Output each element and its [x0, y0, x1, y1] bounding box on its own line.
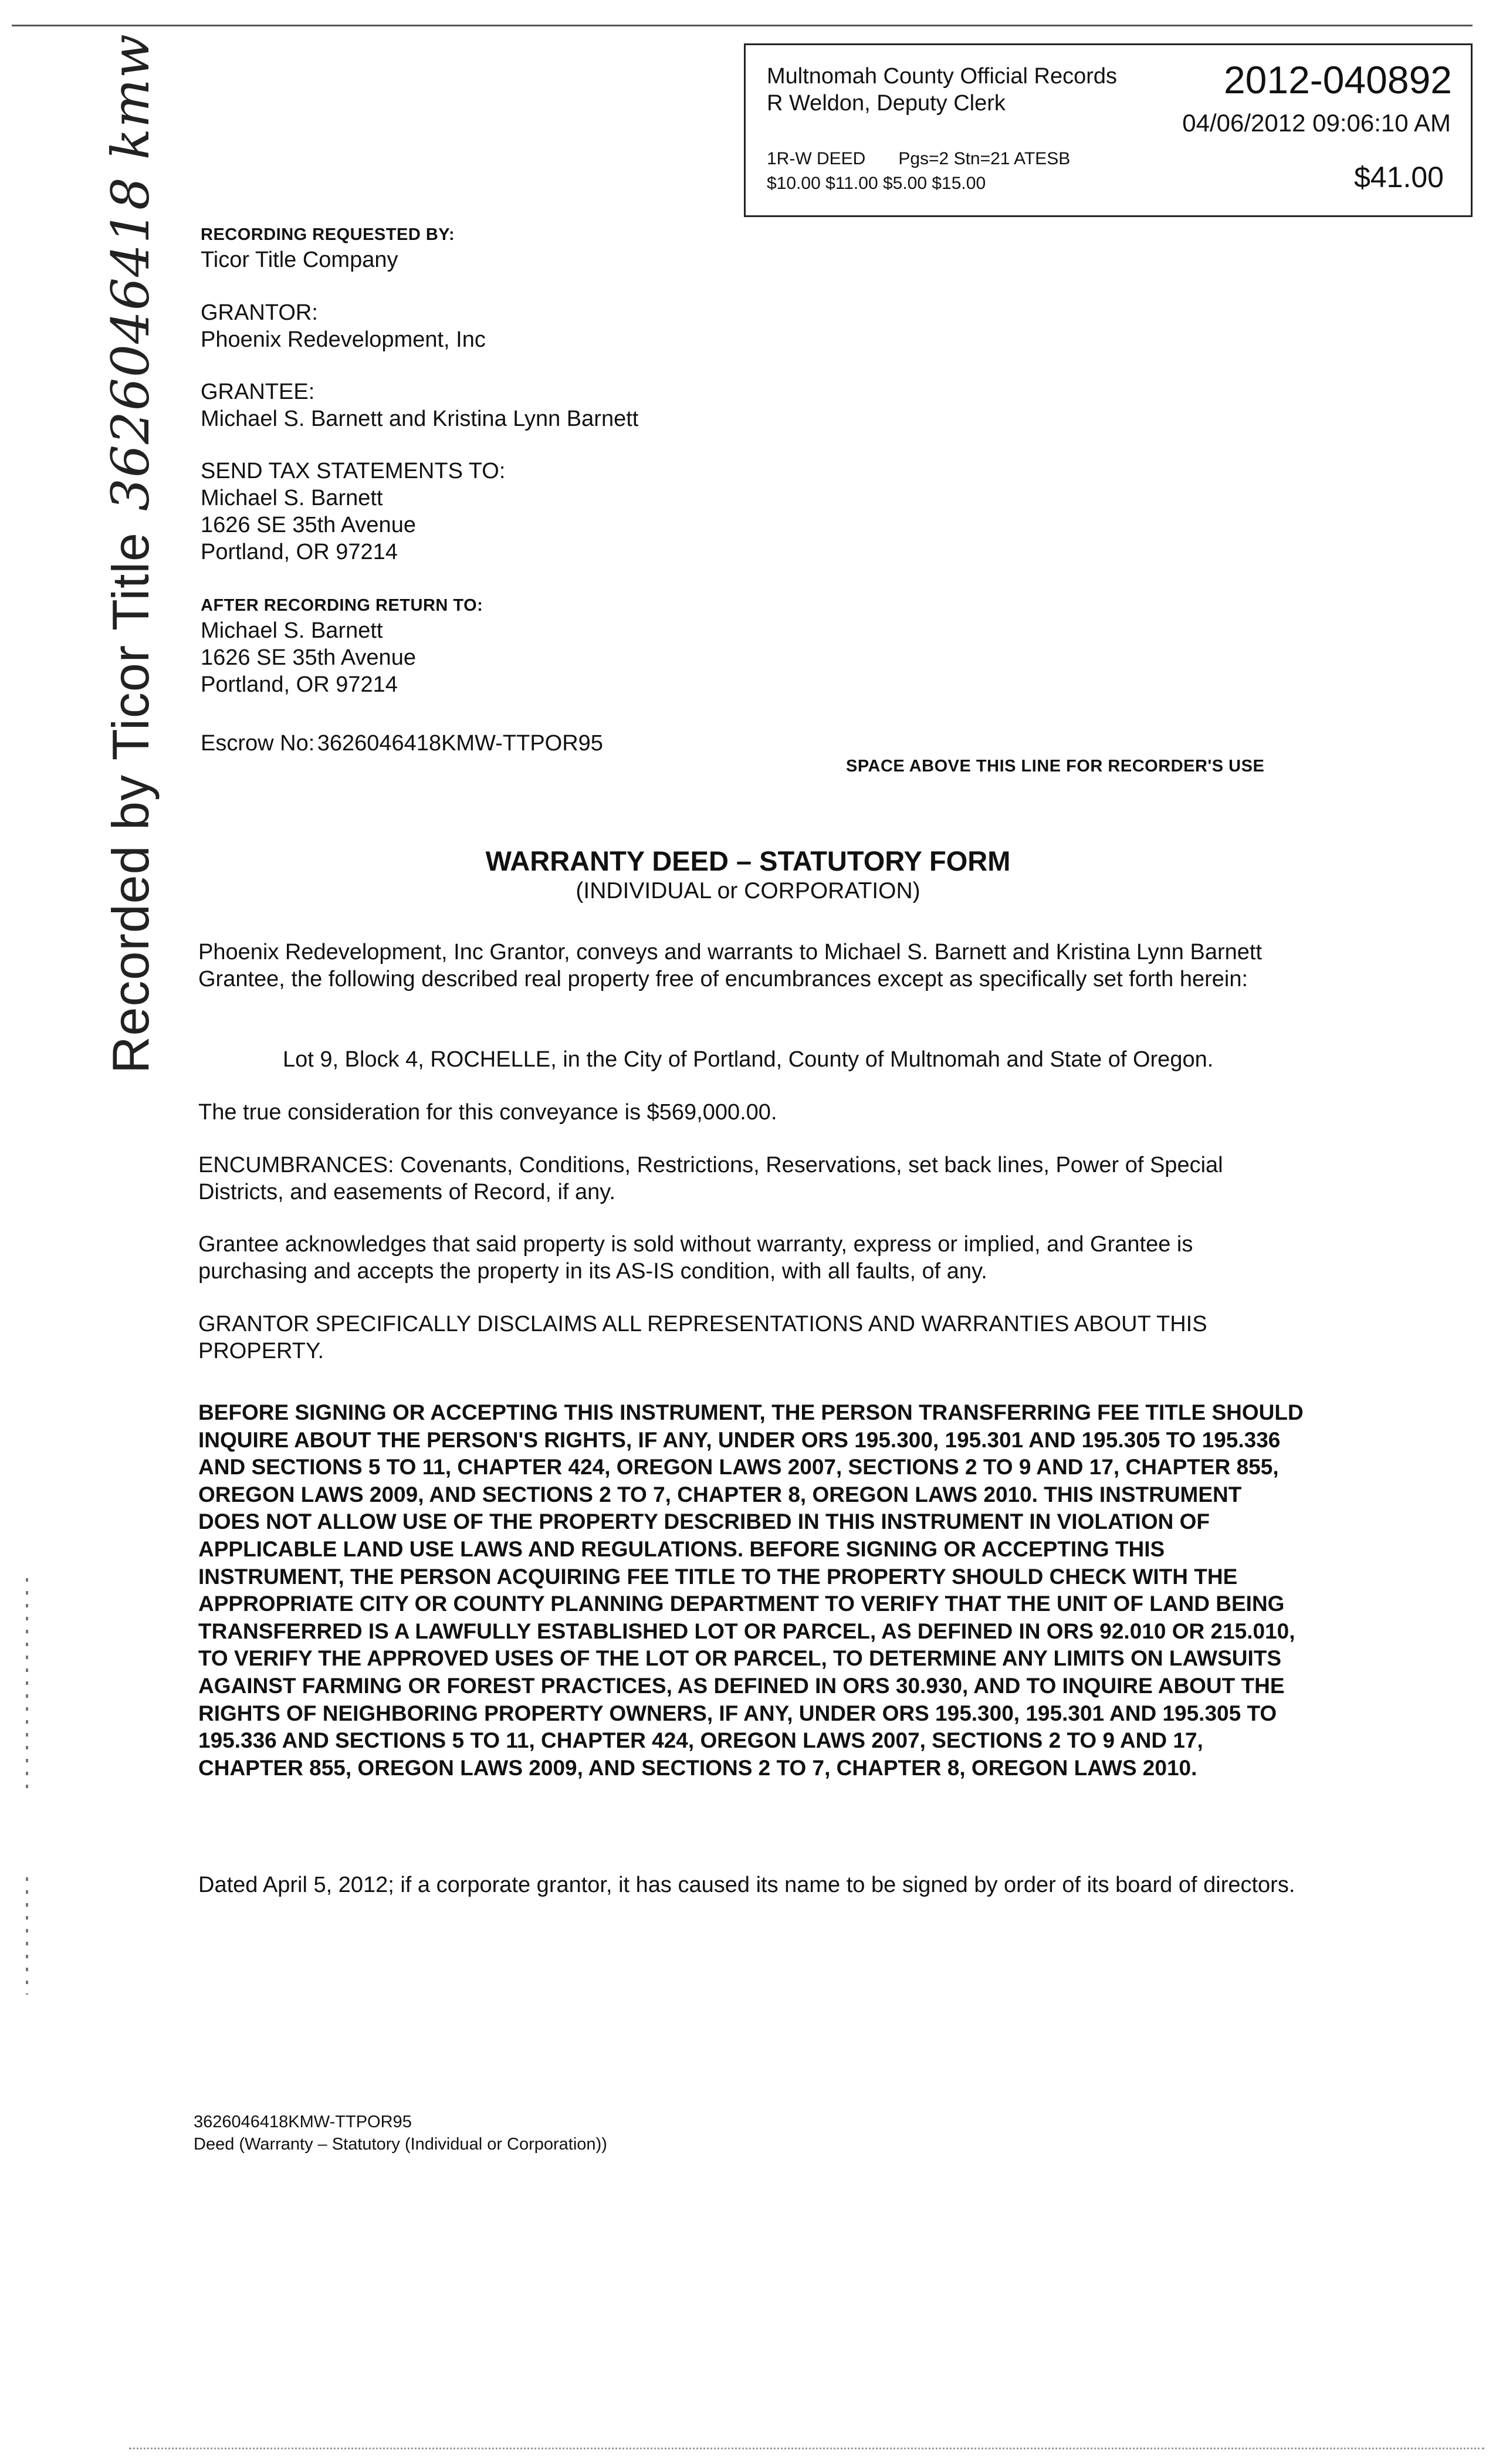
- document-number: 2012-040892: [1223, 58, 1452, 101]
- grantor-label: GRANTOR:: [201, 300, 318, 325]
- statutory-warning: BEFORE SIGNING OR ACCEPTING THIS INSTRUMENT, THE PERSON TRANSFERRING FEE TITLE SHOULD INQUIRE ABOUT THE PERSON'S RIGHTS, IF ANY, UNDER ORS 195.300, 195.301 AND 195.305 TO 195.336 AND SECTIONS 5 TO 11, CHAPTER 424, OREGON LAWS 2007, SECTIONS 2 TO 9 AND 17, CHAPTER 855, OREGON LAWS 2009, AND SECTIONS 2 TO 7, CHAPTER 8, OREGON LAWS 2010. THIS INSTRUMENT DOES NOT ALLOW USE OF THE PROPERTY DESCRIBED IN THIS INSTRUMENT IN VIOLATION OF APPLICABLE LAND USE LAWS AND REGULATIONS. BEFORE SIGNING OR ACCEPTING THIS INSTRUMENT, THE PERSON ACQUIRING FEE TITLE TO THE PROPERTY SHOULD CHECK WITH THE APPROPRIATE CITY OR COUNTY PLANNING DEPARTMENT TO VERIFY THAT THE UNIT OF LAND BEING TRANSFERRED IS A LAWFULLY ESTABLISHED LOT OR PARCEL, AS DEFINED IN ORS 92.010 OR 215.010, TO VERIFY THE APPROVED USES OF THE LOT OR PARCEL, TO DETERMINE ANY LIMITS ON LAWSUITS AGAINST FARMING OR FOREST PRACTICES, AS DEFINED IN ORS 30.930, AND TO INQUIRE ABOUT THE RIGHTS OF NEIGHBORING PROPERTY OWNERS, IF ANY, UNDER ORS 195.300, 195.301 AND 195.305 TO 195.336 AND SECTIONS 5 TO 11, CHAPTER 424, OREGON LAWS 2007, SECTIONS 2 TO 9 AND 17, CHAPTER 855, OREGON LAWS 2009, AND SECTIONS 2 TO 7, CHAPTER 8, OREGON LAWS 2010.: [198, 1400, 1304, 1780]
- after-recording-block: [201, 594, 905, 698]
- total-fee: $41.00: [1354, 161, 1444, 194]
- send-tax-city: Portland, OR 97214: [201, 540, 398, 564]
- margin-ticks: [26, 1877, 28, 1995]
- handwritten-escrow-note: 3626046418 kmw: [100, 33, 161, 512]
- recorded-by-stamp: Recorded by Ticor Title: [101, 532, 160, 1074]
- footer-block: [194, 2111, 607, 2155]
- recorder-stamp-box: [744, 43, 1473, 217]
- pages-info: Pgs=2 Stn=21 ATESB: [898, 149, 1071, 168]
- send-tax-block: [201, 458, 905, 566]
- top-rule: [12, 25, 1473, 26]
- bottom-rule: [129, 2448, 1484, 2449]
- recorder-space-notice: SPACE ABOVE THIS LINE FOR RECORDER'S USE: [846, 757, 1265, 776]
- document-subtitle: (INDIVIDUAL or CORPORATION): [576, 878, 920, 903]
- recorder-clerk: R Weldon, Deputy Clerk: [767, 91, 1006, 116]
- recorder-office-name: Multnomah County Official Records: [767, 64, 1117, 89]
- send-tax-label: SEND TAX STATEMENTS TO:: [201, 459, 506, 483]
- recorder-office: [767, 63, 1117, 117]
- grantee-value: Michael S. Barnett and Kristina Lynn Barnett: [201, 407, 639, 431]
- conveyance-paragraph: Phoenix Redevelopment, Inc Grantor, conveys and warrants to Michael S. Barnett and Kristina Lynn Barnett Grantee, the following described real property free of encumbrances except as specifically set forth herein:: [198, 940, 1263, 991]
- footer-form-name: Deed (Warranty – Statutory (Individual or Corporation)): [194, 2135, 607, 2154]
- footer-escrow-ref: 3626046418KMW-TTPOR95: [194, 2113, 412, 2131]
- document-title: WARRANTY DEED – STATUTORY FORM: [485, 845, 1011, 876]
- recording-datetime: 04/06/2012 09:06:10 AM: [1182, 109, 1451, 137]
- recording-requested-label: RECORDING REQUESTED BY:: [201, 225, 455, 244]
- doc-type: 1R-W DEED: [767, 149, 866, 168]
- as-is-paragraph: Grantee acknowledges that said property is sold without warranty, express or implied, and Grantee is purchasing and accepts the property in its AS-IS condition, with all faults, of any.: [198, 1232, 1193, 1284]
- consideration-paragraph: The true consideration for this conveyance is $569,000.00.: [198, 1100, 777, 1125]
- send-tax-street: 1626 SE 35th Avenue: [201, 513, 416, 537]
- margin-ticks: [26, 1578, 28, 1795]
- grantor-block: [201, 299, 905, 353]
- grantee-label: GRANTEE:: [201, 380, 315, 404]
- escrow-number: 3626046418KMW-TTPOR95: [317, 731, 603, 756]
- encumbrances-paragraph: ENCUMBRANCES: Covenants, Conditions, Restrictions, Reservations, set back lines, Power of Special Districts, and easements of Record, if any.: [198, 1153, 1223, 1204]
- after-recording-city: Portland, OR 97214: [201, 672, 398, 697]
- recording-requested-value: Ticor Title Company: [201, 248, 398, 272]
- after-recording-street: 1626 SE 35th Avenue: [201, 645, 416, 670]
- after-recording-name: Michael S. Barnett: [201, 618, 383, 643]
- margin-stamp-text: [100, 33, 161, 1074]
- recording-type-line: [767, 148, 1070, 170]
- legal-description: Lot 9, Block 4, ROCHELLE, in the City of Portland, County of Multnomah and State of Oregon.: [283, 1047, 1214, 1072]
- recording-requested-block: [201, 223, 905, 273]
- escrow-label: Escrow No:: [201, 731, 315, 756]
- grantor-value: Phoenix Redevelopment, Inc: [201, 327, 486, 352]
- dated-paragraph: Dated April 5, 2012; if a corporate grantor, it has caused its name to be signed by order of its board of directors.: [198, 1873, 1295, 1897]
- fee-breakdown: $10.00 $11.00 $5.00 $15.00: [767, 174, 986, 193]
- grantee-block: [201, 378, 905, 432]
- escrow-line: [201, 730, 905, 757]
- disclaimer-paragraph: GRANTOR SPECIFICALLY DISCLAIMS ALL REPRESENTATIONS AND WARRANTIES ABOUT THIS PROPERTY.: [198, 1312, 1207, 1363]
- after-recording-label: AFTER RECORDING RETURN TO:: [201, 596, 483, 615]
- send-tax-name: Michael S. Barnett: [201, 486, 383, 510]
